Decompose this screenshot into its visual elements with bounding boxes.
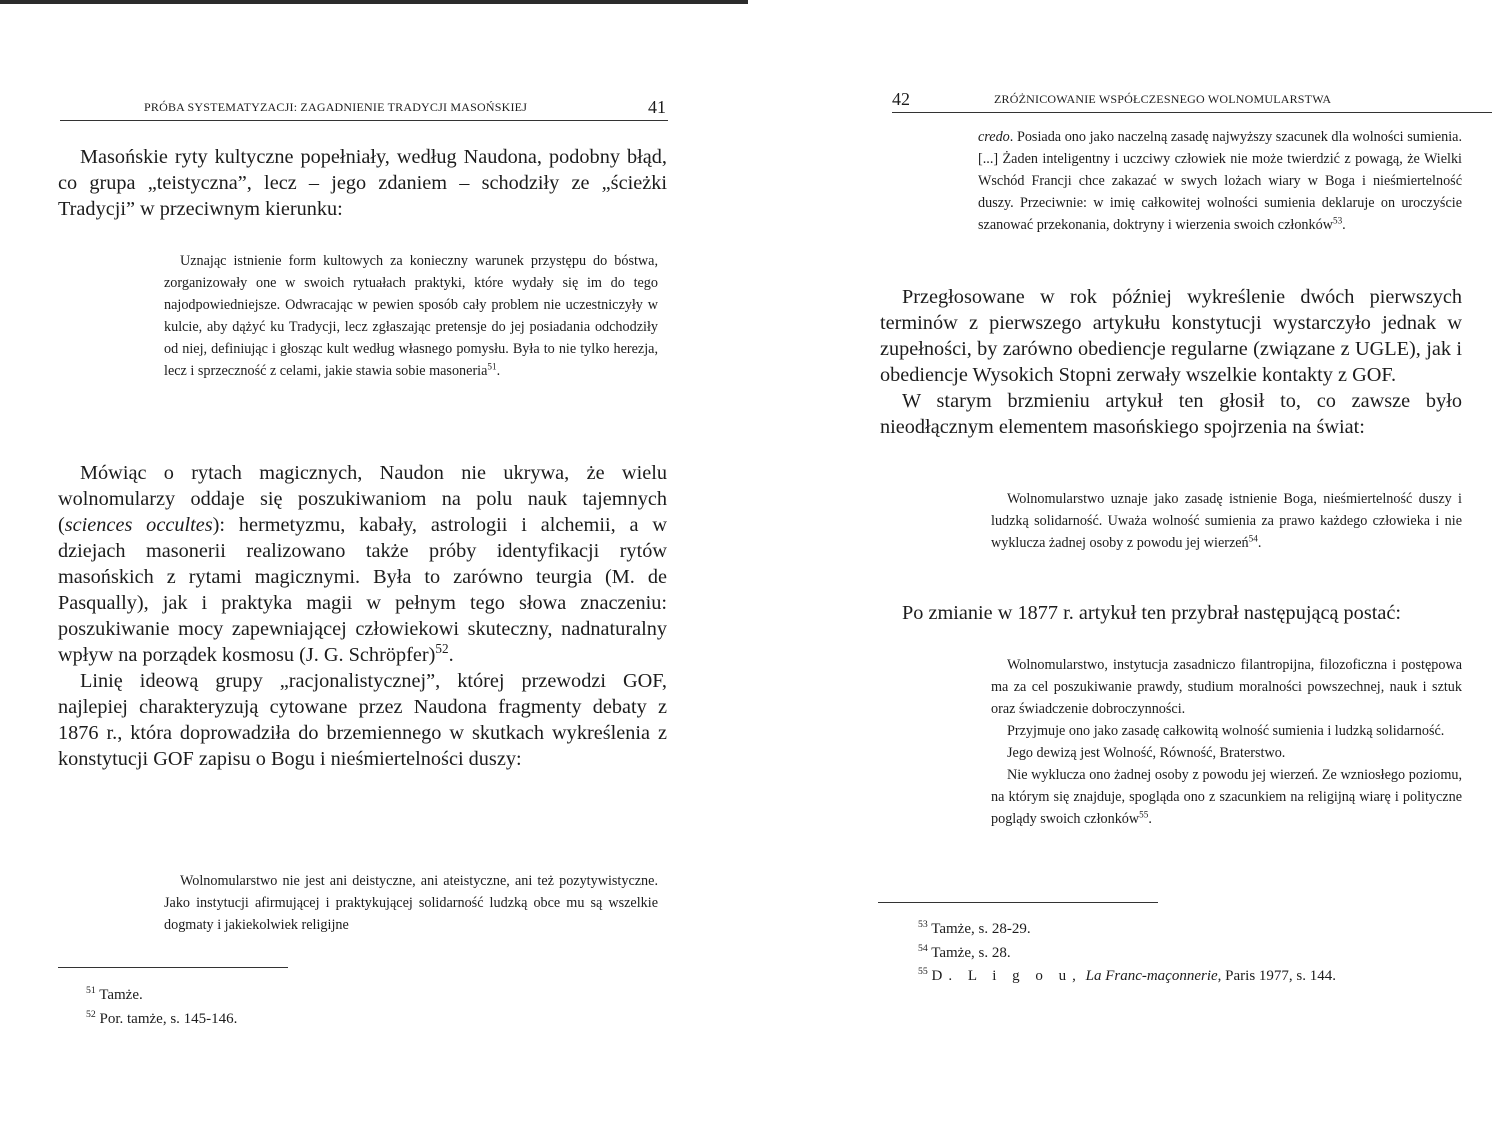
left-quote-2 (164, 870, 658, 936)
left-running-head (60, 96, 668, 121)
left-paragraph-2: Mówiąc o rytach magicznych, Naudon nie ukrywa, że wielu wolnomularzy oddaje się poszukiwaniom na polu nauk tajemnych (sciences occultes): hermetyzmu, kabały, astrologii i alchemii, a w dziejach masonerii realizowano także próby identyfikacji rytów masońskich z rytami magicznymi. Była to zarówno teurgia (M. de Pasqually), jak i praktyka magii w pełnym tego słowa znaczeniu: poszukiwanie mocy zapewniającej człowiekowi skuteczny, nadnaturalny wpływ na porządek kosmosu (J. G. Schröpfer)$^{52}$. (58, 462, 668, 666)
credo-italic: credo (978, 129, 1010, 145)
left-quote-1 (164, 250, 658, 382)
left-quote-2-text: Wolnomularstwo nie jest ani deistyczne, ani ateistyczne, ani też pozytywistyczne. Jako instytucji afirmującej i praktykującej solidarność ludzką obce mu są wszelkie dogmaty i jakiekolwiek religijne (164, 873, 658, 933)
right-running-head (892, 88, 1492, 113)
right-quote-1 (991, 488, 1462, 554)
right-body-top (880, 284, 1462, 440)
right-quote-0-text: credo. Posiada ono jako naczelną zasadę najwyższy szacunek dla wolności sumienia. [...] Żaden inteligentny i uczciwy człowiek nie może twierdzić z powagą, że Wielki Wschód Francji chce zakazać w swych lożach wiary w Boga i nieśmiertelność duszy. Przeciwnie: w imię całkowitej wolności sumienia deklaruje on uroczyście szanować przekonania, doktryny i wierzenia swoich członków$^{53}$. (978, 129, 1462, 233)
right-quote-2-p4: Nie wyklucza ono żadnej osoby z powodu jej wierzeń. Ze wzniosłego poziomu, na którym się znajduje, spogląda ono z szacunkiem na religijną wiarę i polityczne poglądy swoich członków$^{55}$. (991, 767, 1462, 827)
footnote-ref-52: 52 (435, 641, 449, 657)
right-quote-0 (978, 126, 1462, 236)
right-quote-2-p3: Jego dewizą jest Wolność, Równość, Braterstwo. (1007, 745, 1286, 761)
right-running-head-title: ZRÓŻNICOWANIE WSPÓŁCZESNEGO WOLNOMULARSTWA (994, 92, 1332, 106)
footnote-54: $^{54}$ Tamże, s. 28. (918, 942, 1011, 961)
right-footnote-rule (878, 902, 1158, 903)
left-body-top (58, 144, 667, 222)
footnote-52: $^{52}$ Por. tamże, s. 145-146. (86, 1008, 238, 1027)
left-page-number: 41 (648, 97, 666, 117)
footnote-51: $^{51}$ Tamże. (86, 985, 143, 1003)
left-body-bottom (58, 460, 667, 772)
right-quote-1-text: Wolnomularstwo uznaje jako zasadę istnienie Boga, nieśmiertelność duszy i ludzką solidarność. Uważa wolność sumienia za prawo każdego człowieka i nie wyklucza żadnej osoby z powodu jej wierzeń$^{54}$. (991, 491, 1462, 551)
right-footnotes (918, 918, 1336, 989)
footnote-55: $^{55}$ D. L i g o u, La Franc-maçonnerie, Paris 1977, s. 144. (918, 966, 1337, 984)
right-paragraph-1: Przegłosowane w rok później wykreślenie dwóch pierwszych terminów z pierwszego artykułu konstytucji wystarczyło jednak w zupełności, by zarówno obediencje regularne (związane z UGLE), jak i obediencje Wysokich Stopni zerwały wszelkie kontakty z GOF. (880, 286, 1462, 386)
left-quote-1-text: Uznając istnienie form kultowych za konieczny warunek przystępu do bóstwa, zorganizowały one w swoich rytuałach praktyki, które wydały się im do tego najodpowiedniejsze. Odwracając w pewien sposób cały problem nie uczestniczyły w kulcie, aby dążyć ku Tradycji, lecz zgłaszając pretensje do jej posiadania odchodziły od niej, definiując i głosząc kult według własnego pomysłu. Była to nie tylko herezja, lecz i sprzeczność z celami, jakie stawia sobie masoneria$^{51}$. (164, 253, 658, 379)
right-page-number: 42 (892, 89, 910, 109)
left-paragraph-3: Linię ideową grupy „racjonalistycznej”, której przewodzi GOF, najlepiej charakteryzują cytowane przez Naudona fragmenty debaty z 1876 r., która doprowadziła do brzemiennego w skutkach wykreślenia z konstytucji GOF zapisu o Bogu i nieśmiertelności duszy: (58, 670, 667, 770)
left-page (0, 0, 748, 1132)
right-quote-2 (991, 654, 1462, 830)
left-paragraph-1: Masońskie ryty kultyczne popełniały, według Naudona, podobny błąd, co grupa „teistyczna”, lecz – jego zdaniem – schodziły ze „ścieżki Tradycji” w przeciwnym kierunku: (58, 146, 667, 220)
left-footnotes (86, 984, 237, 1031)
footnote-ref-51: 51 (487, 361, 497, 372)
author-ligou-spaced: D. L i g o u, (931, 968, 1082, 984)
right-quote-2-p1: Wolnomularstwo, instytucja zasadniczo filantropijna, filozoficzna i postępowa ma za cel poszukiwanie prawdy, studium moralności powszechnej, nauk i sztuk oraz świadczenie dobroczynności. (991, 657, 1462, 717)
footnote-ref-55: 55 (1139, 809, 1149, 820)
book-title-italic: La Franc-maçonnerie (1085, 968, 1218, 984)
left-footnote-rule (58, 967, 288, 968)
footnote-ref-53: 53 (1332, 215, 1343, 226)
right-page (748, 0, 1500, 1132)
right-paragraph-3: Po zmianie w 1877 r. artykuł ten przybrał następującą postać: (902, 602, 1401, 624)
left-running-head-title: PRÓBA SYSTEMATYZACJI: ZAGADNIENIE TRADYCJI MASOŃSKIEJ (144, 100, 528, 114)
right-quote-2-p2: Przyjmuje ono jako zasadę całkowitą wolność sumienia i ludzką solidarność. (1007, 723, 1445, 739)
right-body-mid (880, 600, 1462, 626)
right-paragraph-2: W starym brzmieniu artykuł ten głosił to, co zawsze było nieodłącznym elementem masońskiego spojrzenia na świat: (880, 390, 1462, 438)
footnote-53: $^{53}$ Tamże, s. 28-29. (918, 919, 1031, 937)
sciences-occultes-italic: sciences occultes (64, 514, 213, 536)
footnote-ref-54: 54 (1248, 533, 1258, 544)
